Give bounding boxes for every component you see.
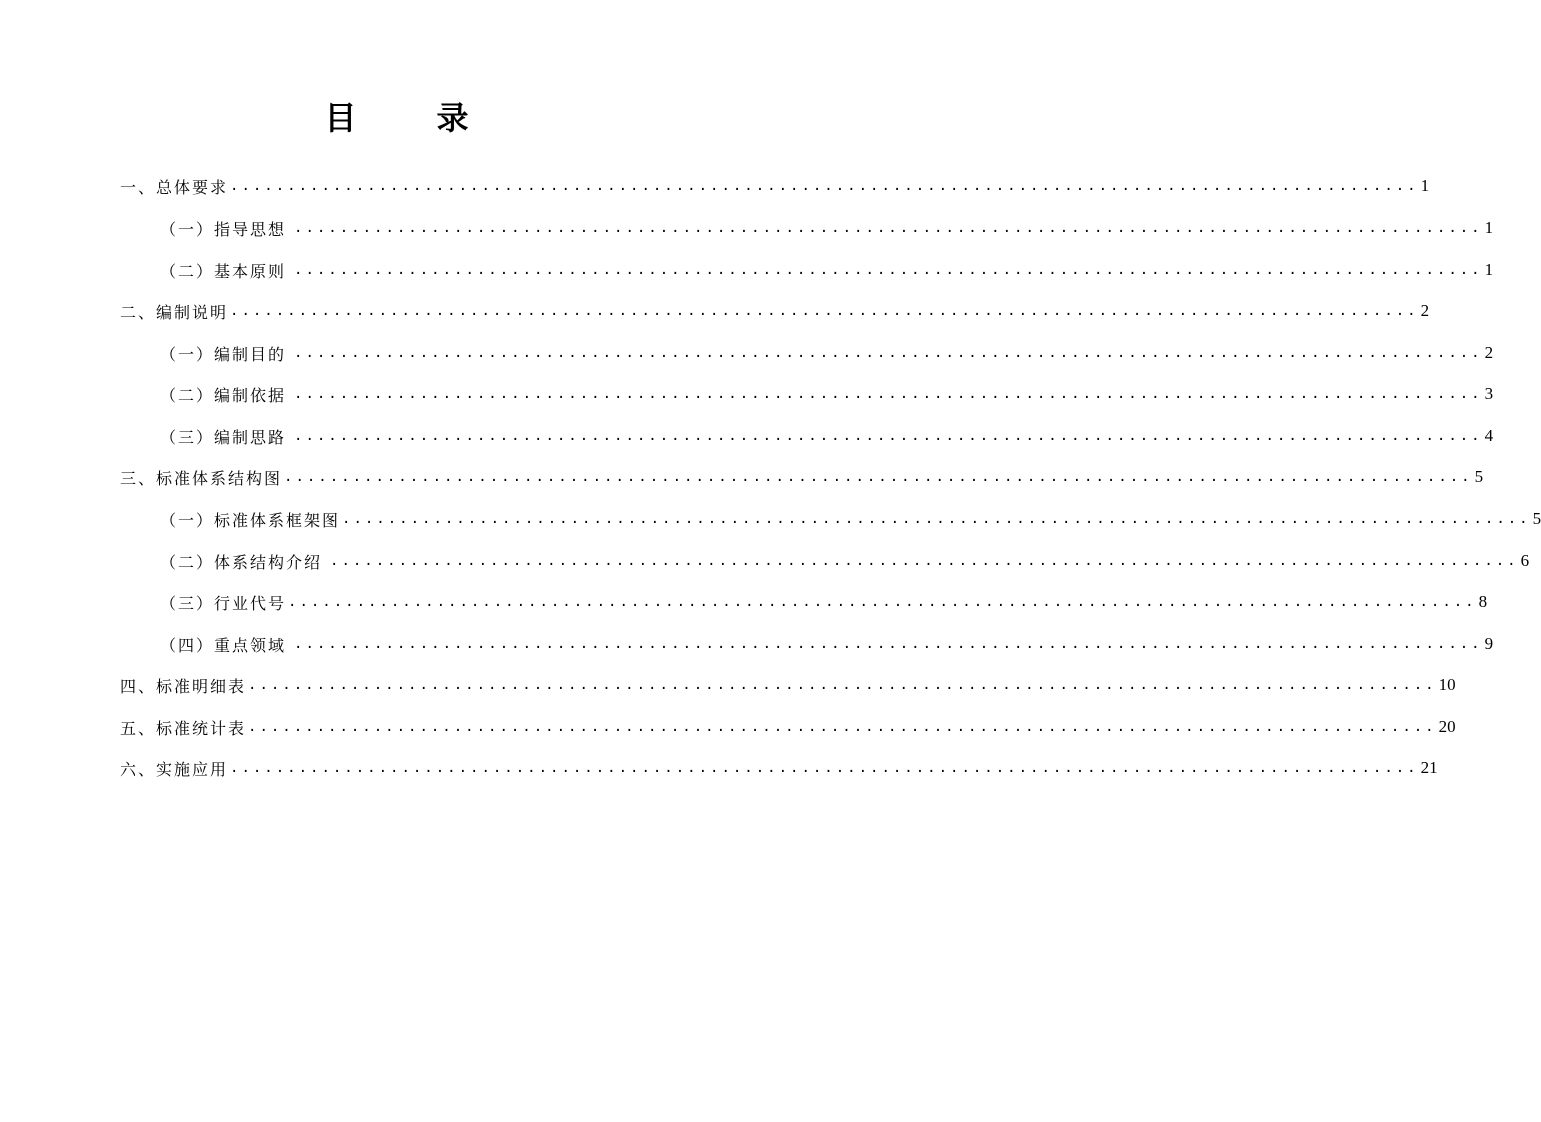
toc-dot-leader: ........................................................................................................ [294,345,1483,361]
toc-entry[interactable] [160,374,1494,414]
toc-entry[interactable] [120,707,1456,747]
toc-dot-leader: ........................................................................................................ [342,511,1531,527]
toc-entry[interactable] [160,541,1530,581]
toc-dot-leader: ........................................................................................................ [248,719,1437,735]
toc-entry-label: 五、标准统计表 [120,718,247,738]
toc-dot-leader: ........................................................................................................ [230,178,1419,194]
toc-entry-page: 5 [1474,467,1484,486]
toc-entry-label: （二）基本原则 [160,261,287,281]
toc-dot-leader: ........................................................................................................ [294,428,1483,444]
toc-entry-page: 5 [1532,509,1541,528]
toc-dot-leader: ........................................................................................................ [294,262,1483,278]
toc-entry-page: 1 [1484,218,1494,237]
toc-entry-page: 21 [1420,758,1438,777]
toc-entry[interactable] [160,208,1494,248]
toc-entry-label: （一）编制目的 [160,344,287,364]
toc-dot-leader: ........................................................................................................ [248,677,1437,693]
toc-entry[interactable] [120,291,1430,331]
toc-entry-label: （四）重点领域 [160,635,287,655]
toc-dot-leader: ........................................................................................................ [294,386,1483,402]
toc-entry-label: （一）标准体系框架图 [160,510,341,530]
toc-entry-page: 1 [1420,176,1430,195]
toc-entry[interactable] [160,250,1494,290]
toc-dot-leader: ........................................................................................................ [330,553,1519,569]
toc-dot-leader: ........................................................................................................ [230,760,1419,776]
toc-entry-label: （二）编制依据 [160,385,287,405]
toc-dot-leader: ........................................................................................................ [294,636,1483,652]
toc-entry[interactable] [160,582,1488,622]
toc-entry-page: 4 [1484,426,1494,445]
toc-entry-label: 四、标准明细表 [120,676,247,696]
toc-entry-page: 8 [1478,592,1488,611]
toc-entry[interactable] [160,333,1494,373]
toc-entry-label: 六、实施应用 [120,759,229,779]
toc-entry-page: 1 [1484,260,1494,279]
toc-entry-label: 一、总体要求 [120,177,229,197]
toc-entry-label: （二）体系结构介绍 [160,552,323,572]
toc-entry[interactable] [120,665,1456,705]
toc-entry[interactable] [160,499,1541,539]
toc-entry-page: 9 [1484,634,1494,653]
toc-dot-leader: ........................................................................................................ [294,220,1483,236]
toc-entry-label: 三、标准体系结构图 [120,468,283,488]
toc-entry-page: 2 [1484,343,1494,362]
toc-entry-label: 二、编制说明 [120,302,229,322]
toc-entry-page: 20 [1438,717,1456,736]
toc-entry[interactable] [120,166,1430,206]
toc-entry[interactable] [160,624,1494,664]
toc-entry[interactable] [120,748,1438,788]
toc-entry-page: 10 [1438,675,1456,694]
toc-entry-label: （三）行业代号 [160,593,287,613]
toc-dot-leader: ........................................................................................................ [288,594,1477,610]
toc-entry[interactable] [120,457,1484,497]
toc-entry-page: 3 [1484,384,1494,403]
page-title: 目 录 [324,99,493,137]
toc-entry-page: 2 [1420,301,1430,320]
toc-dot-leader: ........................................................................................................ [230,303,1419,319]
toc-dot-leader: ........................................................................................................ [284,469,1473,485]
toc-entry-page: 6 [1520,551,1530,570]
toc-entry-label: （一）指导思想 [160,219,287,239]
toc-entry[interactable] [160,416,1494,456]
toc-entry-label: （三）编制思路 [160,427,287,447]
